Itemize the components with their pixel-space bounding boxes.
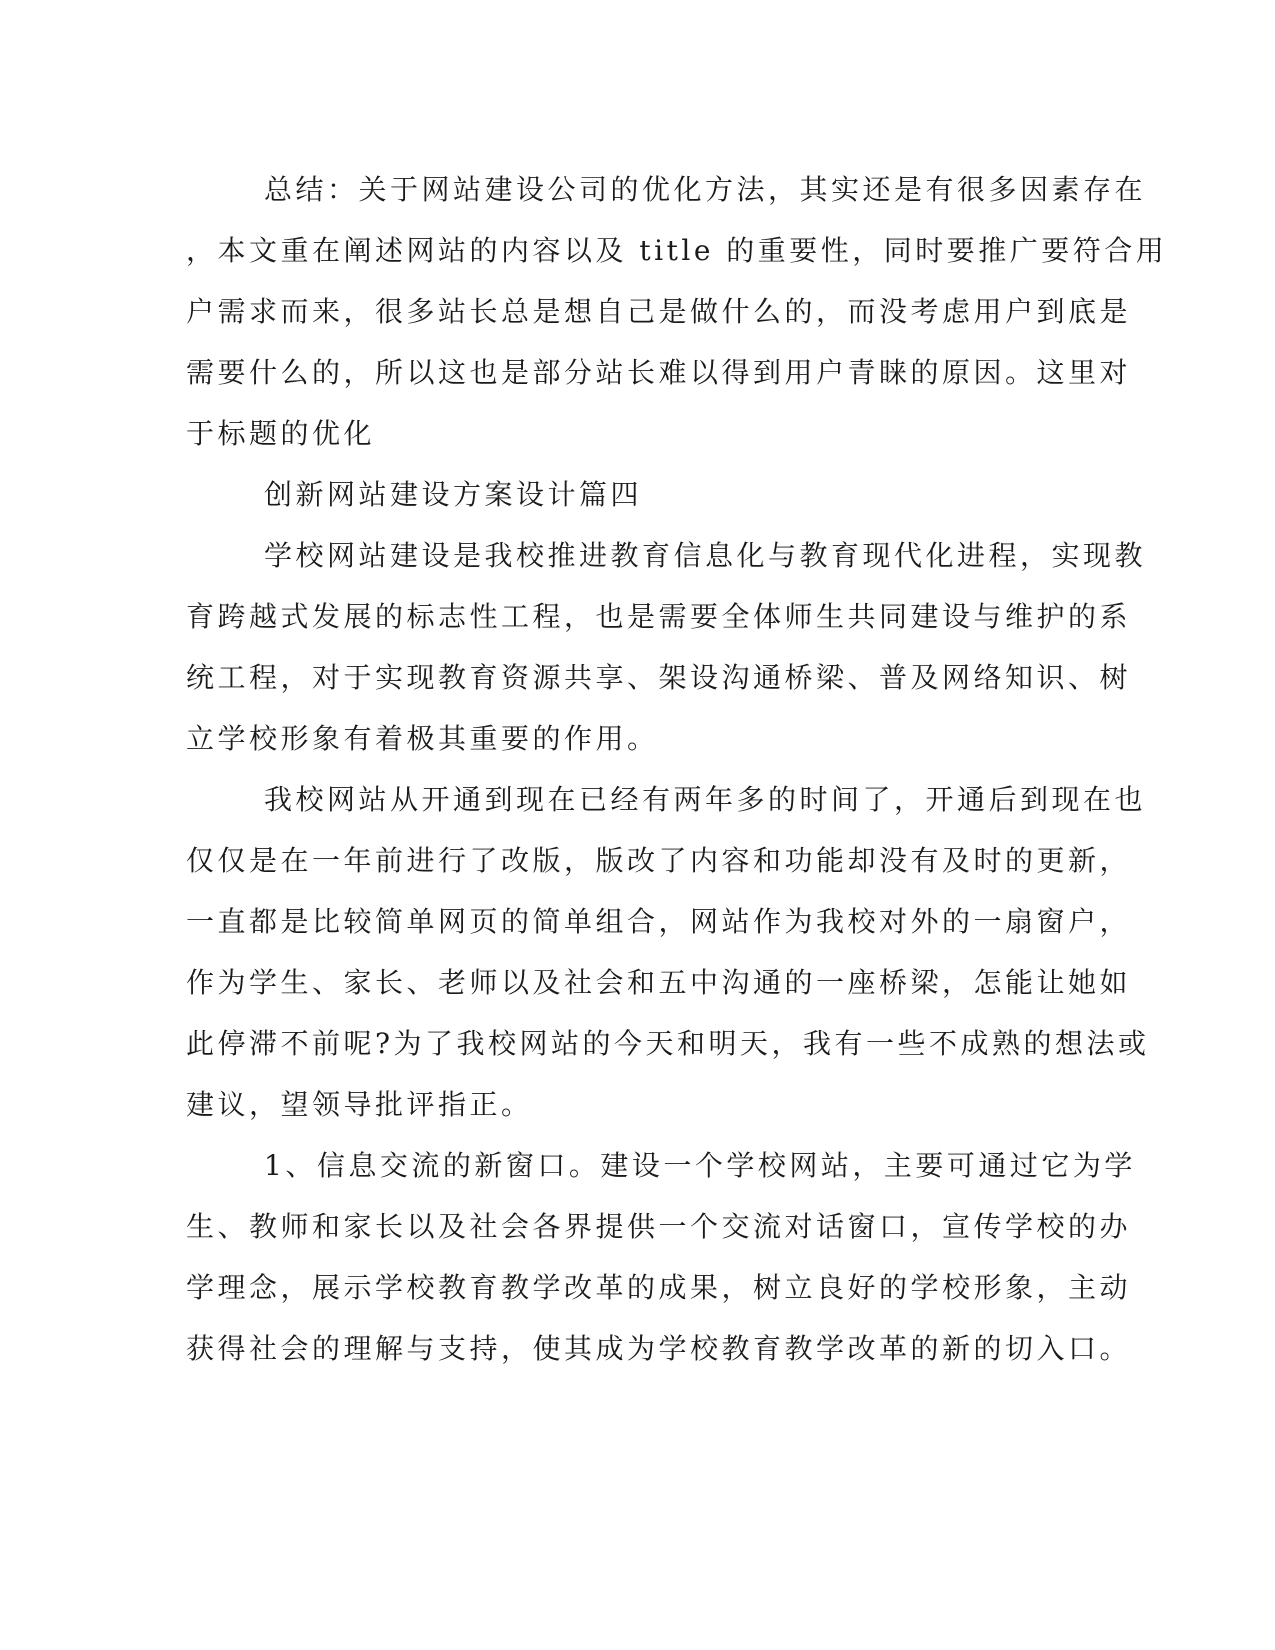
text-line: 统工程，对于实现教育资源共享、架设沟通桥梁、普及网络知识、树 [186, 661, 1132, 694]
paragraph-intro [186, 525, 1147, 769]
text-line: 1、信息交流的新窗口。建设一个学校网站，主要可通过它为学 [264, 1149, 1136, 1182]
text-line: 学理念，展示学校教育教学改革的成果，树立良好的学校形象，主动 [186, 1271, 1132, 1304]
paragraph-summary [186, 159, 1168, 464]
text-line: 于标题的优化 [186, 417, 376, 450]
heading-line: 创新网站建设方案设计篇四 [264, 478, 643, 511]
text-line: 立学校形象有着极其重要的作用。 [186, 722, 659, 755]
text-line: ，本文重在阐述网站的内容以及 title 的重要性，同时要推广要符合用 [186, 234, 1168, 267]
text-line: 育跨越式发展的标志性工程，也是需要全体师生共同建设与维护的系 [186, 600, 1132, 633]
document-body [186, 159, 1168, 1379]
text-line: 一直都是比较简单网页的简单组合，网站作为我校对外的一扇窗户， [186, 905, 1132, 938]
text-line: 学校网站建设是我校推进教育信息化与教育现代化进程，实现教 [264, 539, 1147, 572]
text-line: 此停滞不前呢?为了我校网站的今天和明天，我有一些不成熟的想法或 [186, 1027, 1150, 1060]
text-line: 户需求而来，很多站长总是想自己是做什么的，而没考虑用户到底是 [186, 295, 1132, 328]
text-line: 总结：关于网站建设公司的优化方法，其实还是有很多因素存在 [264, 173, 1147, 206]
section-heading [186, 464, 1086, 525]
text-line: 生、教师和家长以及社会各界提供一个交流对话窗口，宣传学校的办 [186, 1210, 1132, 1243]
text-line: 需要什么的，所以这也是部分站长难以得到用户青睐的原因。这里对 [186, 356, 1132, 389]
text-line: 我校网站从开通到现在已经有两年多的时间了，开通后到现在也 [264, 783, 1147, 816]
paragraph-point-1 [186, 1135, 1136, 1379]
text-line: 仅仅是在一年前进行了改版，版改了内容和功能却没有及时的更新， [186, 844, 1132, 877]
paragraph-status [186, 769, 1150, 1135]
text-line: 建议，望领导批评指正。 [186, 1088, 533, 1121]
text-line: 获得社会的理解与支持，使其成为学校教育教学改革的新的切入口。 [186, 1332, 1132, 1365]
text-line: 作为学生、家长、老师以及社会和五中沟通的一座桥梁，怎能让她如 [186, 966, 1132, 999]
